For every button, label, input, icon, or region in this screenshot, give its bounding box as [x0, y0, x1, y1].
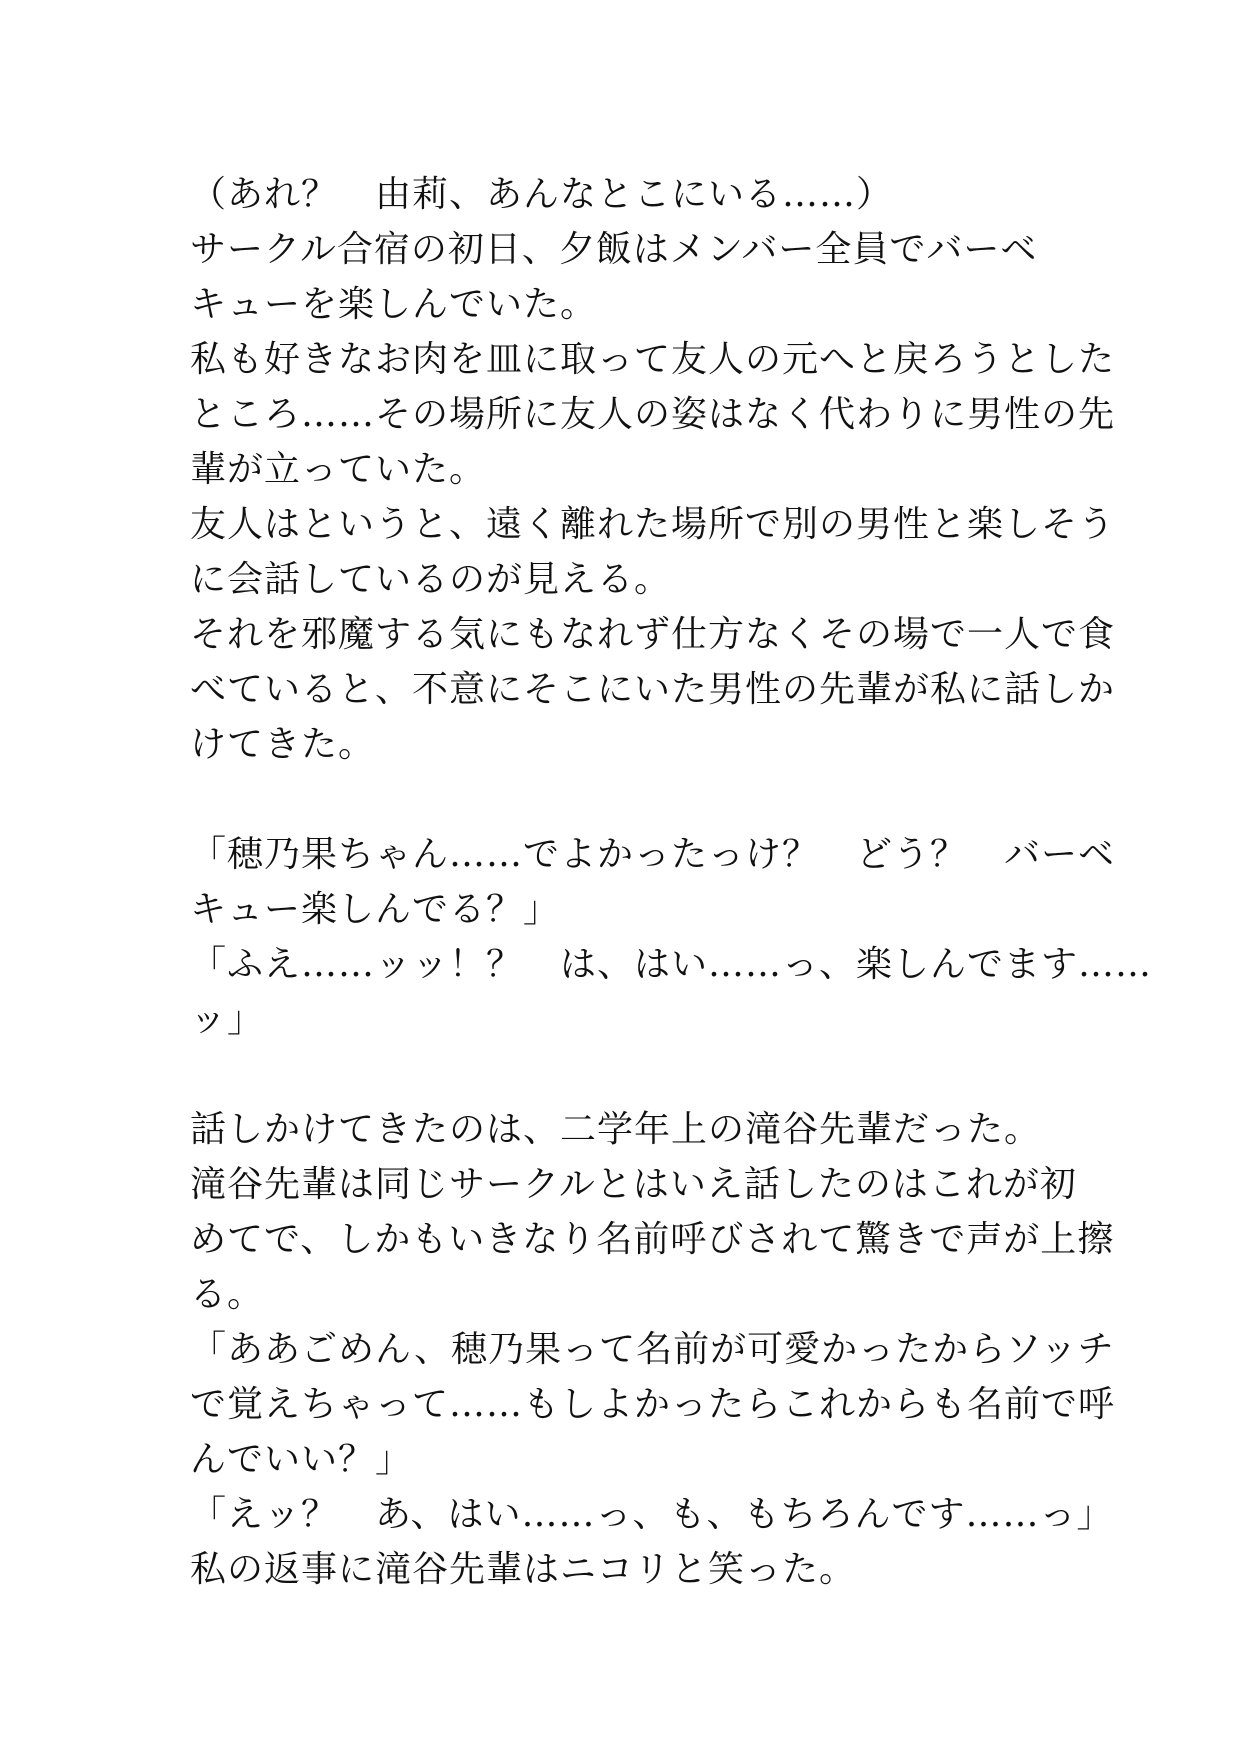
blank-line — [190, 1047, 1070, 1102]
story-text — [190, 167, 1153, 1597]
text-line: で覚えちゃって……もしよかったらこれからも名前で呼 — [190, 1384, 1116, 1425]
text-line: 輩が立っていた。 — [190, 449, 487, 490]
text-line: 「えッ？ あ、はい……っ、も、もちろんです……っ」 — [190, 1494, 1114, 1535]
text-line: ッ」 — [190, 999, 265, 1040]
text-line: んでいい？」 — [190, 1439, 413, 1480]
blank-line — [190, 772, 1070, 827]
text-line: 私の返事に滝谷先輩はニコリと笑った。 — [190, 1549, 857, 1590]
text-line: 友人はというと、遠く離れた場所で別の男性と楽しそう — [190, 504, 1116, 545]
text-line: けてきた。 — [190, 724, 376, 765]
text-line: ところ……その場所に友人の姿はなく代わりに男性の先 — [190, 394, 1116, 435]
text-line: サークル合宿の初日、夕飯はメンバー全員でバーベ — [190, 229, 1038, 270]
text-line: 私も好きなお肉を皿に取って友人の元へと戻ろうとした — [190, 339, 1116, 380]
text-line: べていると、不意にそこにいた男性の先輩が私に話しか — [190, 669, 1116, 710]
text-line: 話しかけてきたのは、二学年上の滝谷先輩だった。 — [190, 1109, 1042, 1150]
text-line: る。 — [190, 1274, 265, 1315]
text-line: 滝谷先輩は同じサークルとはいえ話したのはこれが初 — [190, 1164, 1077, 1205]
text-line: 「ああごめん、穂乃果って名前が可愛かったからソッチ — [190, 1329, 1115, 1370]
text-line: キュー楽しんでる？」 — [190, 889, 561, 930]
text-line: に会話しているのが見える。 — [190, 559, 672, 600]
text-line: （あれ？ 由莉、あんなとこにいる……） — [190, 174, 894, 215]
text-line: めてで、しかもいきなり名前呼びされて驚きで声が上擦 — [190, 1219, 1115, 1260]
text-line: それを邪魔する気にもなれず仕方なくその場で一人で食 — [190, 614, 1116, 655]
text-line: 「穂乃果ちゃん……でよかったっけ？ どう？ バーベ — [190, 834, 1116, 875]
text-line: キューを楽しんでいた。 — [190, 284, 598, 325]
text-line: 「ふえ……ッッ！？ は、はい……っ、楽しんでます…… — [190, 944, 1153, 985]
